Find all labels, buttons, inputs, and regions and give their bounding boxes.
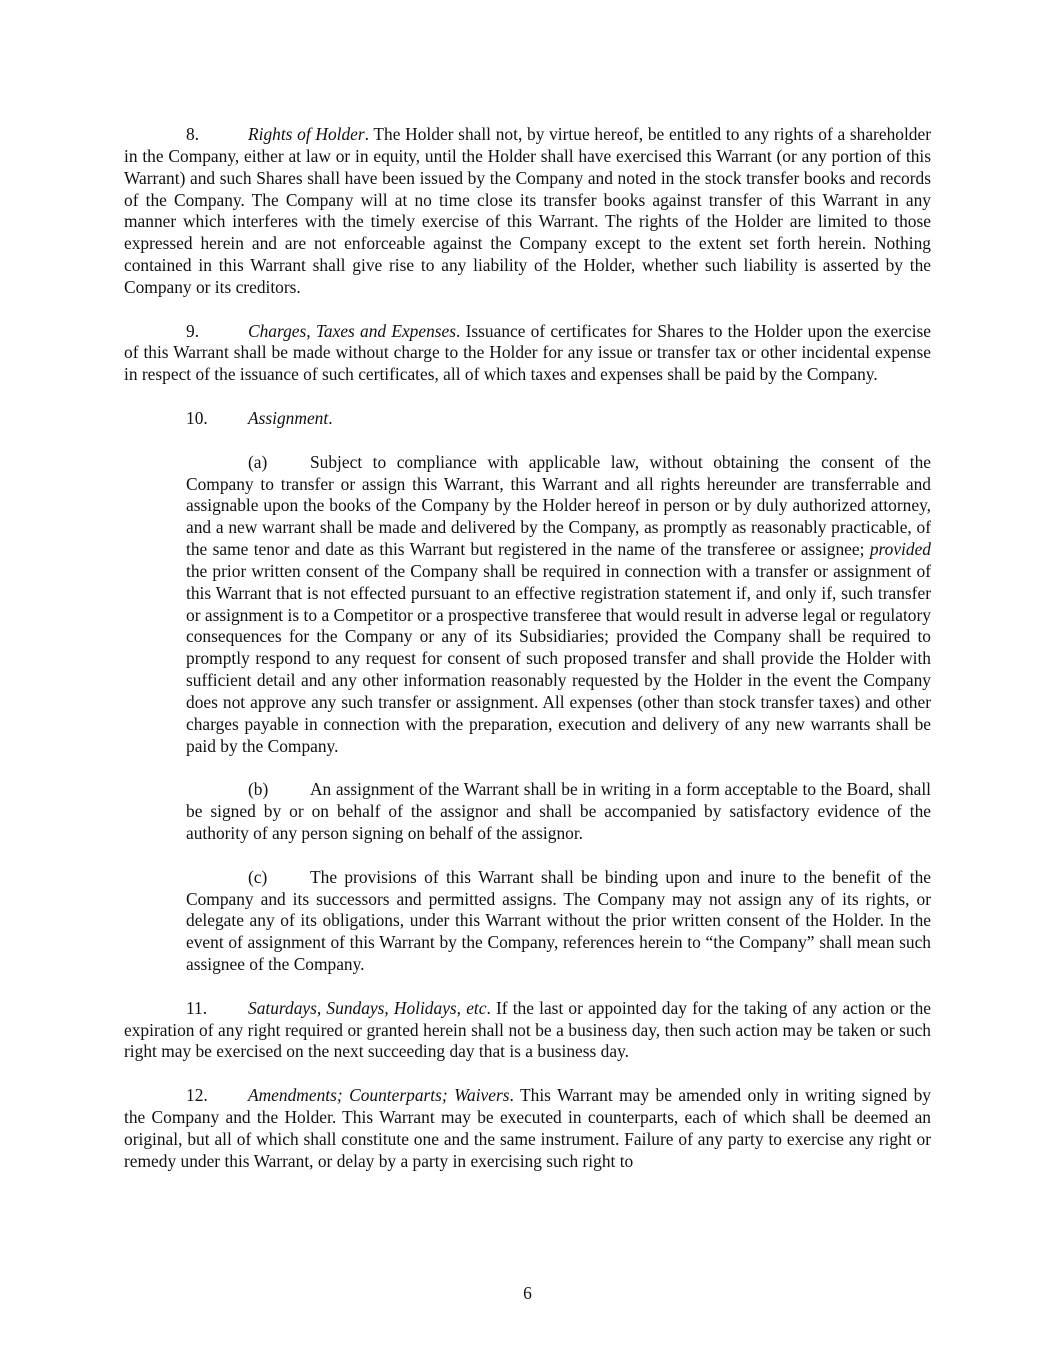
page-number: 6 <box>523 1283 532 1303</box>
section-8-title: Rights of Holder <box>248 124 365 144</box>
section-12-title: Amendments; Counterparts; Waivers <box>248 1085 510 1106</box>
section-8 <box>124 124 931 299</box>
section-12-text: . This Warrant may be amended only in writing signed by the Company and the Holder. This Warrant may be executed in counterparts, each of which shall be deemed an original, but all of which shall constitute one and the same instrument. Failure of any party to exercise any right or remedy under this Warrant, or delay by a party in exercising such right to <box>124 1085 931 1171</box>
section-10-c-label: (c) <box>248 866 268 887</box>
section-12 <box>124 1085 931 1172</box>
section-10-a-emphasis: provided <box>869 539 931 560</box>
section-10-number: 10. <box>186 407 208 428</box>
section-10-title: Assignment <box>248 407 329 428</box>
section-10-a-text-1: Subject to compliance with applicable law, without obtaining the consent of the Company to transfer or assign this Warrant, this Warrant and all rights hereunder are transferrable and assignable upon the books of the Company by the Holder hereof in person or by duly authorized attorney, and a new warrant shall be made and delivered by the Company, as promptly as reasonably practicable, of the same tenor and date as this Warrant but registered in the name of the transferee or assignee; <box>186 451 931 560</box>
section-10-b-text: An assignment of the Warrant shall be in writing in a form acceptable to the Board, shall be signed by or on behalf of the assignor and shall be accompanied by satisfactory evidence of the authority of any person signing on behalf of the assignor. <box>186 779 931 843</box>
section-10-a-text-2: the prior written consent of the Company shall be required in connection with a transfer or assignment of this Warrant that is not effected pursuant to an effective registration statement if, and only if, such transfer or assignment is to a Competitor or a prospective transferee that would result in adverse legal or regulatory consequences for the Company or any of its Subsidiaries; provided the Company shall be required to promptly respond to any request for consent of such proposed transfer and shall provide the Holder with sufficient detail and any other information reasonably requested by the Holder in the event the Company does not approve any such transfer or assignment. All expenses (other than stock transfer taxes) and other charges payable in connection with the preparation, execution and delivery of any new warrants shall be paid by the Company. <box>186 560 931 756</box>
section-9-number: 9. <box>186 320 200 341</box>
section-10-c <box>186 867 931 976</box>
section-11-text: . If the last or appointed day for the taking of any action or the expiration of any right required or granted herein shall not be a business day, then such action may be taken or such right may be exercised on the next succeeding day that is a business day. <box>124 997 931 1062</box>
section-12-number: 12. <box>186 1085 208 1106</box>
section-10-b <box>186 779 931 845</box>
section-11 <box>124 998 931 1064</box>
section-8-text: . The Holder shall not, by virtue hereof, be entitled to any rights of a shareholder in the Company, either at law or in equity, until the Holder shall have exercised this Warrant (or any portion of this Warrant) and such Shares shall have been issued by the Company and noted in the stock transfer books and records of the Company. The Company will at no time close its transfer books against transfer of this Warrant in any manner which interferes with the timely exercise of this Warrant. The rights of the Holder are limited to those expressed herein and are not enforceable against the Company except to the extent set forth herein. Nothing contained in this Warrant shall give rise to any liability of the Holder, whether such liability is asserted by the Company or its creditors. <box>124 124 931 297</box>
section-10-c-text: The provisions of this Warrant shall be binding upon and inure to the benefit of the Company and its successors and permitted assigns. The Company may not assign any of its rights, or delegate any of its obligations, under this Warrant without the prior written consent of the Holder. In the event of assignment of this Warrant by the Company, references herein to “the Company” shall mean such assignee of the Company. <box>186 866 931 975</box>
section-10-heading <box>124 408 931 430</box>
section-9-text: . Issuance of certificates for Shares to the Holder upon the exercise of this Warrant shall be made without charge to the Holder for any issue or transfer tax or other incidental expense in respect of the issuance of such certificates, all of which taxes and expenses shall be paid by the Company. <box>124 320 932 385</box>
section-10-a-label: (a) <box>248 451 268 472</box>
section-9-title: Charges, Taxes and Expenses <box>248 320 457 341</box>
document-page <box>124 124 931 1194</box>
section-11-title: Saturdays, Sundays, Holidays, etc <box>248 997 487 1018</box>
section-10-b-label: (b) <box>248 779 269 800</box>
section-10-a <box>186 452 931 758</box>
section-9 <box>124 321 931 387</box>
section-8-number: 8. <box>186 124 200 144</box>
section-10-title-suffix: . <box>328 407 333 428</box>
section-11-number: 11. <box>186 997 208 1018</box>
